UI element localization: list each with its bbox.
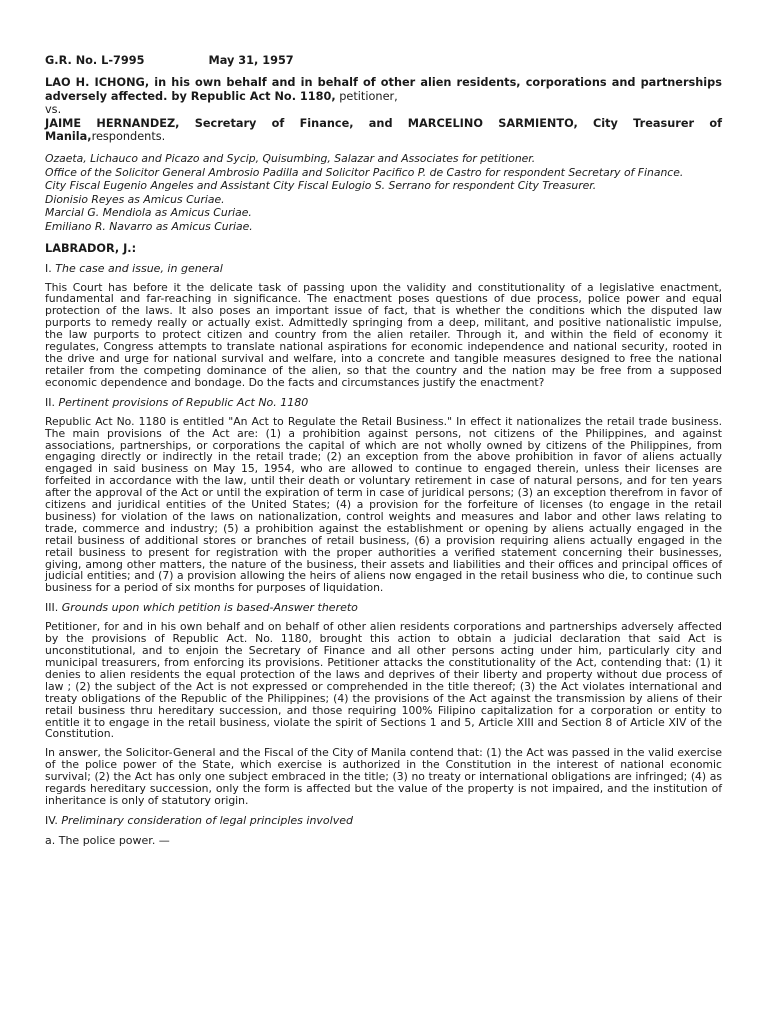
versus: vs. [45,103,62,117]
counsel-line: Emiliano R. Navarro as Amicus Curiae. [45,219,253,233]
section-title: The case and issue, in general [55,261,223,275]
section-number: I. [45,261,52,275]
parties-block [45,76,722,144]
paragraph: This Court has before it the delicate task of passing upon the validity and constitutionality of a legislative enactment, fundamental and far-reaching in significance. The enactment poses questions of due process, police power and equal protection of the laws. It also poses an important issue of fact, that is whether the conditions which the disputed law purports to remedy really or actually exist. Admittedly springing from a deep, militant, and positive nationalistic impulse, the law purports to protect citizen and country from the alien retailer. Through it, and within the field of economy it regulates, Congress attempts to translate national aspirations for economic independence and national security, rooted in the drive and urge for national survival and welfare, into a concrete and tangible measures designed to free the national retailer from the competing dominance of the alien, so that the country and the nation may be free from a supposed economic dependence and bondage. Do the facts and circumstances justify the enactment? [45,280,722,389]
section-number: II. [45,395,55,409]
respondent-role: respondents. [91,130,166,144]
section-number: III. [45,601,59,615]
subsection-heading: a. The police power. — [45,833,170,847]
section-heading-3 [45,601,722,615]
respondent-name: JAIME HERNANDEZ, Secretary of Finance, and MARCELINO SARMIENTO, City Treasurer of Manila, [45,116,722,144]
case-header [45,54,722,68]
section-title: Grounds upon which petition is based-Answer thereto [61,601,358,615]
counsel-line: Office of the Solicitor General Ambrosio Padilla and Solicitor Pacifico P. de Castro for respondent Secretary of Finance. [45,165,684,179]
decision-date: May 31, 1957 [208,54,294,67]
section-title: Preliminary consideration of legal principles involved [61,813,353,827]
counsel-line: Marcial G. Mendiola as Amicus Curiae. [45,206,252,220]
section-heading-4 [45,814,722,828]
counsel-line: Dionisio Reyes as Amicus Curiae. [45,192,225,206]
section-number: IV. [45,813,58,827]
section-title: Pertinent provisions of Republic Act No. 1180 [58,395,309,409]
ponente: LABRADOR, J.: [45,241,137,255]
counsel-list [45,152,722,234]
section-heading-2 [45,396,722,410]
petitioner-role: petitioner, [335,89,398,103]
petitioner-name: LAO H. ICHONG, in his own behalf and in behalf of other alien residents, corporations and partnerships adversely affected. by Republic Act No. 1180, [45,76,722,103]
section-heading-1 [45,262,722,276]
case-number: G.R. No. L-7995 [45,54,145,67]
paragraph: Petitioner, for and in his own behalf and on behalf of other alien residents corporations and partnerships adversely affected by the provisions of Republic Act. No. 1180, brought this action to obtain a judicial declaration that said Act is unconstitutional, and to enjoin the Secretary of Finance and all other persons acting under him, particularly city and municipal treasurers, from enforcing its provisions. Petitioner attacks the constitutionality of the Act, contending that: (1) it denies to alien residents the equal protection of the laws and deprives of their liberty and property without due process of law ; (2) the subject of the Act is not expressed or comprehended in the title thereof; (3) the Act violates international and treaty obligations of the Republic of the Philippines; (4) the provisions of the Act against the transmission by aliens of their retail business thru hereditary succession, and those requiring 100% Filipino capitalization for a corporation or entity to entitle it to engage in the retail business, violate the spirit of Sections 1 and 5, Article XIII and Section 8 of Article XIV of the Constitution. [45,620,722,741]
counsel-line: Ozaeta, Lichauco and Picazo and Sycip, Quisumbing, Salazar and Associates for petitioner. [45,151,536,165]
counsel-line: City Fiscal Eugenio Angeles and Assistant City Fiscal Eulogio S. Serrano for respondent City Treasurer. [45,179,597,193]
paragraph: Republic Act No. 1180 is entitled "An Act to Regulate the Retail Business." In effect it nationalizes the retail trade business. The main provisions of the Act are: (1) a prohibition against persons, not citizens of the Philippines, and against associations, partnerships, or corporations the capital of which are not wholly owned by citizens of the Philippines, from engaging directly or indirectly in the retail trade; (2) an exception from the above prohibition in favor of aliens actually engaged in said business on May 15, 1954, who are allowed to continue to engaged therein, unless their licenses are forfeited in accordance with the law, until their death or voluntary retirement in case of natural persons, and for ten years after the approval of the Act or until the expiration of term in case of juridical persons; (3) an exception therefrom in favor of citizens and juridical entities of the United States; (4) a provision for the forfeiture of licenses (to engage in the retail business) for violation of the laws on nationalization, control weights and measures and labor and other laws relating to trade, commerce and industry; (5) a prohibition against the establishment or opening by aliens actually engaged in the retail business of additional stores or branches of retail business, (6) a provision requiring aliens actually engaged in the retail business to present for registration with the proper authorities a verified statement concerning their businesses, giving, among other matters, the nature of the business, their assets and liabilities and their offices and principal offices of judicial entities; and (7) a provision allowing the heirs of aliens now engaged in the retail business who die, to continue such business for a period of six months for purposes of liquidation. [45,414,722,595]
paragraph: In answer, the Solicitor-General and the Fiscal of the City of Manila contend that: (1) the Act was passed in the valid exercise of the police power of the State, which exercise is authorized in the Constitution in the interest of national economic survival; (2) the Act has only one subject embraced in the title; (3) no treaty or international obligations are infringed; (4) as regards hereditary succession, only the form is affected but the value of the property is not impaired, and the institution of inheritance is only of statutory origin. [45,746,722,807]
